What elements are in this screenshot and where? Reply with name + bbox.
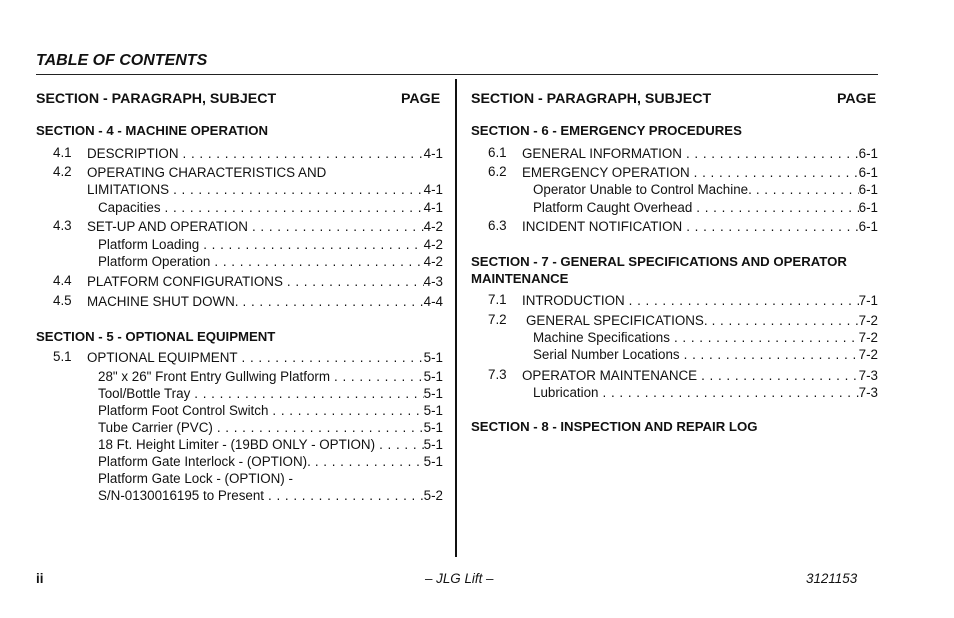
dot-leader [670,329,859,346]
toc-entry-tool-tray[interactable] [98,385,443,402]
entry-title: INTRODUCTION [522,293,625,308]
entry-title: INCIDENT NOTIFICATION [522,219,683,234]
footer-document-number: 3121153 [806,571,858,586]
toc-entry-platform-loading[interactable] [98,236,443,253]
toc-entry-setup[interactable] [87,218,443,235]
entry-number: 4.5 [53,293,72,308]
left-column-heading: SECTION - PARAGRAPH, SUBJECT [36,91,277,107]
entry-page: 4-3 [423,274,443,289]
entry-number: 4.1 [53,145,72,160]
dot-leader [682,145,859,162]
dot-leader [248,218,424,235]
entry-title: Operator Unable to Control Machine. [533,182,752,197]
entry-title: Platform Gate Interlock - (OPTION). [98,454,311,469]
toc-entry-platform-operation[interactable] [98,253,443,270]
dot-leader [161,199,424,216]
entry-number: 4.3 [53,218,72,233]
toc-entry-operator-unable[interactable] [533,181,878,198]
entry-page: 4-1 [423,182,443,197]
entry-title: Platform Foot Control Switch [98,403,269,418]
entry-page: 5-2 [423,488,443,503]
entry-title: OPERATOR MAINTENANCE [522,368,698,383]
entry-title: Tube Carrier (PVC) [98,420,213,435]
entry-title: Lubrication [533,385,599,400]
entry-page: 6-1 [858,200,878,215]
dot-leader [697,367,859,384]
dot-leader [311,453,424,470]
toc-entry-limitations[interactable] [87,181,443,198]
toc-entry-gullwing-platform[interactable] [98,368,443,385]
entry-number: 6.1 [488,145,507,160]
dot-leader [199,236,423,253]
entry-title: GENERAL INFORMATION [522,146,682,161]
dot-leader [283,273,424,290]
dot-leader [190,385,423,402]
top-divider [36,74,878,75]
entry-page: 5-1 [423,403,443,418]
entry-title: Machine Specifications [533,330,670,345]
entry-title: Platform Caught Overhead [533,200,693,215]
toc-entry-optional-equipment[interactable] [87,349,443,366]
entry-title: Platform Loading [98,237,200,252]
entry-page: 7-2 [858,347,878,362]
toc-entry-incident-notification[interactable] [522,218,878,235]
toc-entry-operating[interactable]: OPERATING CHARACTERISTICS AND [87,165,327,180]
toc-entry-emergency-operation[interactable] [522,164,878,181]
entry-title: SET-UP AND OPERATION [87,219,248,234]
page-title: TABLE OF CONTENTS [36,52,208,69]
toc-entry-platform-caught[interactable] [533,199,878,216]
entry-number: 7.2 [488,312,507,327]
entry-number: 6.3 [488,218,507,233]
toc-entry-platform-configurations[interactable] [87,273,443,290]
entry-page: 5-1 [423,420,443,435]
section-6-heading[interactable]: SECTION - 6 - EMERGENCY PROCEDURES [471,123,742,138]
entry-page: 7-3 [858,385,878,400]
dot-leader [625,292,859,309]
footer-center-text: – JLG Lift – [425,571,494,586]
entry-page: 6-1 [858,219,878,234]
entry-title: 28" x 26" Front Entry Gullwing Platform [98,369,331,384]
dot-leader [213,419,424,436]
toc-entry-machine-specifications[interactable] [533,329,878,346]
toc-entry-lubrication[interactable] [533,384,878,401]
right-column-heading: SECTION - PARAGRAPH, SUBJECT [471,91,712,107]
right-page-heading: PAGE [837,91,877,107]
footer-page-number: ii [36,571,44,586]
entry-page: 5-1 [423,454,443,469]
entry-title: Platform Operation [98,254,211,269]
entry-title: S/N-0130016195 to Present [98,488,265,503]
entry-page: 4-2 [423,219,443,234]
entry-number: 7.1 [488,292,507,307]
entry-page: 7-2 [858,313,878,328]
entry-number: 6.2 [488,164,507,179]
entry-page: 7-3 [858,368,878,383]
toc-entry-height-limiter[interactable] [98,436,443,453]
toc-entry-operator-maintenance[interactable] [522,367,878,384]
toc-entry-gate-lock[interactable]: Platform Gate Lock - (OPTION) - [98,471,293,486]
entry-page: 5-1 [423,369,443,384]
entry-title: Serial Number Locations [533,347,680,362]
dot-leader [238,349,424,366]
entry-title: LIMITATIONS [87,182,170,197]
toc-entry-general-information[interactable] [522,145,878,162]
dot-leader [268,402,423,419]
entry-page: 4-4 [423,294,443,309]
entry-title: Tool/Bottle Tray [98,386,191,401]
toc-entry-capacities[interactable] [98,199,443,216]
section-8-heading[interactable]: SECTION - 8 - INSPECTION AND REPAIR LOG [471,419,758,434]
section-4-heading[interactable]: SECTION - 4 - MACHINE OPERATION [36,123,269,138]
entry-page: 7-2 [858,330,878,345]
entry-number: 7.3 [488,367,507,382]
toc-entry-general-specifications[interactable] [526,312,878,329]
dot-leader [330,368,424,385]
dot-leader [169,181,424,198]
dot-leader [692,199,858,216]
entry-page: 4-2 [423,237,443,252]
entry-title: EMERGENCY OPERATION [522,165,690,180]
entry-page: 5-1 [423,437,443,452]
entry-title: MACHINE SHUT DOWN. [87,294,239,309]
toc-entry-serial-number-locations[interactable] [533,346,878,363]
entry-title: GENERAL SPECIFICATIONS. [526,313,708,328]
entry-title: Capacities [98,200,161,215]
entry-page: 6-1 [858,146,878,161]
entry-page: 4-1 [423,146,443,161]
entry-page: 5-1 [423,386,443,401]
entry-page: 4-1 [423,200,443,215]
entry-title: OPTIONAL EQUIPMENT [87,350,238,365]
entry-page: 6-1 [858,165,878,180]
entry-page: 5-1 [423,350,443,365]
section-7-heading[interactable]: SECTION - 7 - GENERAL SPECIFICATIONS AND OPERATOR [471,254,847,269]
dot-leader [680,346,859,363]
dot-leader [210,253,423,270]
toc-entry-tube-carrier[interactable] [98,419,443,436]
dot-leader [375,436,424,453]
dot-leader [599,384,859,401]
toc-entry-gate-interlock[interactable] [98,453,443,470]
dot-leader [239,293,424,310]
dot-leader [752,181,859,198]
section-7-heading-cont[interactable]: MAINTENANCE [471,271,569,286]
section-5-heading[interactable]: SECTION - 5 - OPTIONAL EQUIPMENT [36,329,276,344]
entry-title: PLATFORM CONFIGURATIONS [87,274,283,289]
entry-number: 5.1 [53,349,72,364]
dot-leader [264,487,424,504]
toc-entry-foot-control[interactable] [98,402,443,419]
column-divider [455,79,457,557]
entry-title: DESCRIPTION [87,146,179,161]
dot-leader [690,164,859,181]
dot-leader [682,218,858,235]
entry-page: 7-1 [858,293,878,308]
entry-page: 4-2 [423,254,443,269]
left-page-heading: PAGE [401,91,441,107]
toc-entry-description[interactable] [87,145,443,162]
entry-number: 4.4 [53,273,72,288]
entry-page: 6-1 [858,182,878,197]
entry-number: 4.2 [53,164,72,179]
toc-entry-introduction[interactable] [522,292,878,309]
dot-leader [708,312,859,329]
entry-title: 18 Ft. Height Limiter - (19BD ONLY - OPTION) [98,437,376,452]
toc-entry-serial-range[interactable] [98,487,443,504]
dot-leader [179,145,424,162]
toc-entry-shut-down[interactable] [87,293,443,310]
